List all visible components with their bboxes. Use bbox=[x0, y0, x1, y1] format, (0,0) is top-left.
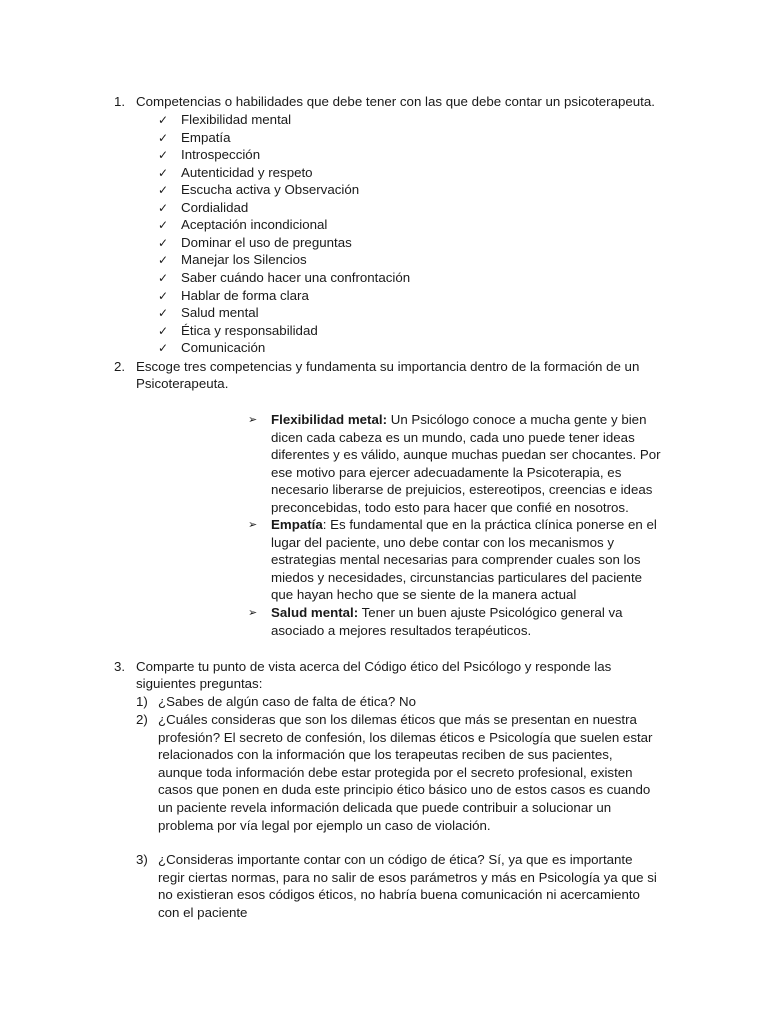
check-icon: ✓ bbox=[158, 306, 169, 320]
q3-subquestion-number: 1) bbox=[136, 694, 148, 709]
q3-number: 3. bbox=[114, 659, 126, 674]
competency-item: Cordialidad bbox=[181, 200, 249, 215]
q2-bullet-text: : Es fundamental que en la práctica clínica ponerse en el bbox=[322, 517, 657, 532]
competency-item: Comunicación bbox=[181, 340, 266, 355]
check-icon: ✓ bbox=[158, 148, 169, 162]
check-icon: ✓ bbox=[158, 341, 169, 355]
competency-item: Ética y responsabilidad bbox=[181, 323, 318, 338]
q2-bullet-line bbox=[271, 411, 646, 429]
check-icon: ✓ bbox=[158, 166, 169, 180]
q3-subquestion-line: ¿Cuáles consideras que son los dilemas éticos que más se presentan en nuestra bbox=[158, 712, 637, 727]
q2-number: 2. bbox=[114, 359, 126, 374]
competency-item: Saber cuándo hacer una confrontación bbox=[181, 270, 411, 285]
q2-bullet-line bbox=[271, 499, 629, 517]
q2-bullet-term: Empatía bbox=[271, 517, 323, 532]
q2-bullet-text: diferentes y es válido, aunque muchas puedan ser chocantes. Por bbox=[271, 447, 661, 462]
q2-bullet-text: dicen cada cabeza es un mundo, cada uno puede tener ideas bbox=[271, 430, 635, 445]
competency-item: Introspección bbox=[181, 147, 261, 162]
competency-item: Salud mental bbox=[181, 305, 259, 320]
q2-bullet-line bbox=[271, 586, 576, 604]
q3-subquestion-line: con el paciente bbox=[158, 905, 248, 920]
q3-subquestion-line: regir ciertas normas, para no salir de esos parámetros y más en Psicología ya que si bbox=[158, 870, 657, 885]
q2-bullet-line bbox=[271, 604, 623, 622]
q3-subquestion-line: ¿Consideras importante contar con un código de ética? Sí, ya que es importante bbox=[158, 852, 633, 867]
competency-item: Flexibilidad mental bbox=[181, 112, 292, 127]
q3-subquestion-line: relacionados con la información que los terapeutas reciben de sus pacientes, bbox=[158, 747, 613, 762]
q2-bullet-text: Tener un buen ajuste Psicológico general va bbox=[358, 605, 623, 620]
q2-bullet-line bbox=[271, 464, 621, 482]
q2-bullet-text: asociado a mejores resultados terapéuticos. bbox=[271, 623, 532, 638]
q1-text: Competencias o habilidades que debe tener con las que debe contar un psicoterapeuta. bbox=[136, 94, 655, 109]
q2-bullet-term: Flexibilidad metal: bbox=[271, 412, 388, 427]
q2-bullet-line bbox=[271, 481, 652, 499]
competency-item: Empatía bbox=[181, 130, 231, 145]
q2-bullet-text: lugar del paciente, uno debe contar con los mecanismos y bbox=[271, 535, 614, 550]
check-icon: ✓ bbox=[158, 324, 169, 338]
q3-subquestion-line: problema por vía legal por ejemplo un caso de violación. bbox=[158, 818, 491, 833]
competency-item: Manejar los Silencios bbox=[181, 252, 307, 267]
arrow-bullet-icon: ➢ bbox=[248, 519, 258, 531]
q2-bullet-text: Un Psicólogo conoce a mucha gente y bien bbox=[387, 412, 647, 427]
q3-subquestion-line: profesión? El secreto de confesión, los dilemas éticos e Psicología que suelen estar bbox=[158, 730, 653, 745]
q2-bullet-text: preconcebidas, todo esto para hacer que confié en nosotros. bbox=[271, 500, 629, 515]
q2-bullet-line bbox=[271, 446, 661, 464]
arrow-bullet-icon: ➢ bbox=[248, 607, 258, 619]
q3-text-line-2: siguientes preguntas: bbox=[136, 676, 263, 691]
check-icon: ✓ bbox=[158, 236, 169, 250]
q2-bullet-text: miedos y necesidades, circunstancias particulares del paciente bbox=[271, 570, 643, 585]
check-icon: ✓ bbox=[158, 218, 169, 232]
check-icon: ✓ bbox=[158, 271, 169, 285]
arrow-bullet-icon: ➢ bbox=[248, 414, 258, 426]
q2-bullet-text: necesario liberarse de prejuicios, estereotipos, creencias e ideas bbox=[271, 482, 653, 497]
q3-text-line-1: Comparte tu punto de vista acerca del Código ético del Psicólogo y responde las bbox=[136, 659, 612, 674]
q2-bullet-line bbox=[271, 622, 531, 640]
competency-item: Aceptación incondicional bbox=[181, 217, 328, 232]
q3-subquestion-line: casos que ponen en duda este principio ético básico uno de estos casos es cuando bbox=[158, 782, 651, 797]
q2-bullet-text: ese motivo para ejercer adecuadamente la Psicoterapia, es bbox=[271, 465, 622, 480]
competency-item: Dominar el uso de preguntas bbox=[181, 235, 352, 250]
q3-subquestion-number: 3) bbox=[136, 852, 148, 867]
q2-bullet-line bbox=[271, 534, 614, 552]
q3-subquestion-line: no existieran esos códigos éticos, no habría buena comunicación ni acercamiento bbox=[158, 887, 640, 902]
competency-item: Hablar de forma clara bbox=[181, 288, 309, 303]
q2-bullet-line bbox=[271, 429, 635, 447]
q3-subquestion-line: aunque toda información debe estar protegida por el secreto profesional, existen bbox=[158, 765, 633, 780]
q2-bullet-term: Salud mental: bbox=[271, 605, 359, 620]
q1-number: 1. bbox=[114, 94, 126, 109]
check-icon: ✓ bbox=[158, 131, 169, 145]
q2-bullet-line bbox=[271, 551, 641, 569]
q3-subquestion-line: ¿Sabes de algún caso de falta de ética? No bbox=[158, 694, 416, 709]
check-icon: ✓ bbox=[158, 183, 169, 197]
competency-item: Escucha activa y Observación bbox=[181, 182, 360, 197]
q2-text-line-2: Psicoterapeuta. bbox=[136, 376, 229, 391]
q2-bullet-line bbox=[271, 516, 657, 534]
competency-item: Autenticidad y respeto bbox=[181, 165, 313, 180]
q2-bullet-text: que hayan hecho que se siente de la manera actual bbox=[271, 587, 577, 602]
check-icon: ✓ bbox=[158, 289, 169, 303]
q2-bullet-text: estrategias mental necesarias para comprender cuales son los bbox=[271, 552, 641, 567]
q2-bullet-line bbox=[271, 569, 642, 587]
check-icon: ✓ bbox=[158, 201, 169, 215]
q3-subquestion-number: 2) bbox=[136, 712, 148, 727]
check-icon: ✓ bbox=[158, 253, 169, 267]
check-icon: ✓ bbox=[158, 113, 169, 127]
q3-subquestion-line: un paciente revela información delicada que puede contribuir a solucionar un bbox=[158, 800, 612, 815]
q2-text-line-1: Escoge tres competencias y fundamenta su importancia dentro de la formación de un bbox=[136, 359, 640, 374]
